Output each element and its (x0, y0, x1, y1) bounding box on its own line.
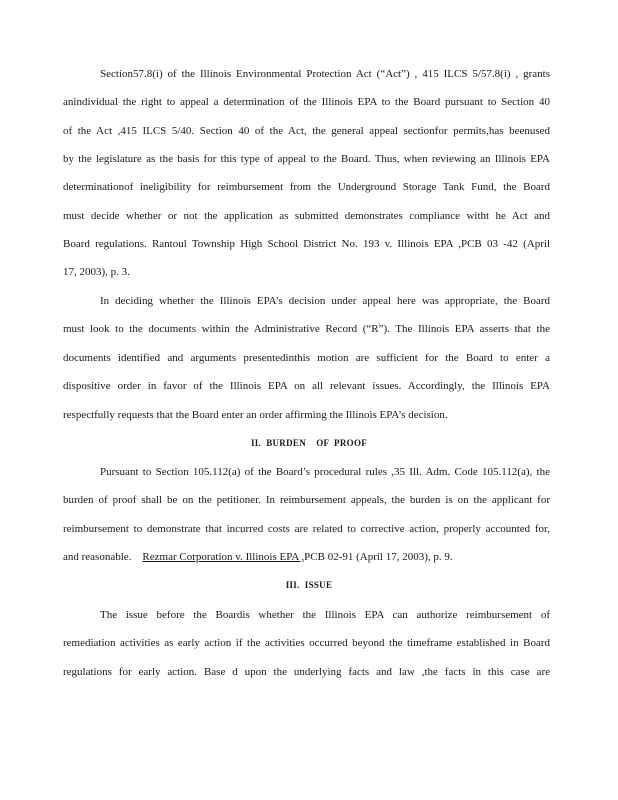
line-suffix: PCB 02-91 (April 17, 2003), p. 9. (304, 551, 453, 563)
paragraph-1-line-3: of the Act ,415 ILCS 5/40. Section 40 of the Act, the general appeal sectionfor permits,has beenused (63, 125, 550, 137)
paragraph-2-line-2: must look to the documents within the Administrative Record (“R”). The Illinois EPA asserts that the (63, 323, 550, 335)
paragraph-1-line-5: determinationof ineligibility for reimbursement from the Underground Storage Tank Fund, the Board (63, 181, 550, 193)
paragraph-2-line-5: respectfully requests that the Board enter an order affirming the Illinois EPA’s decision. (63, 409, 448, 421)
paragraph-2-line-4: dispositive order in favor of the Illinois EPA on all relevant issues. Accordingly, the Illinois EPA (63, 380, 550, 392)
paragraph-1-line-1: Section57.8(i) of the Illinois Environmental Protection Act (“Act”) , 415 ILCS 5/57.8(i) , grants (100, 68, 550, 80)
case-citation: Rezmar Corporation v. Illinois EPA , (142, 551, 305, 563)
paragraph-3-line-1: Pursuant to Section 105.112(a) of the Board’s procedural rules ,35 Ill. Adm. Code 105.112(a), the (100, 466, 550, 478)
paragraph-2-line-3: documents identified and arguments presentedinthis motion are sufficient for the Board to enter a (63, 352, 550, 364)
paragraph-3-line-3: reimbursement to demonstrate that incurred costs are related to corrective action, properly accounted for, (63, 523, 550, 535)
paragraph-4-line-1: The issue before the Boardis whether the Illinois EPA can authorize reimbursement of (100, 609, 550, 621)
paragraph-4-line-2: remediation activities as early action if the activities occurred beyond the timeframe established in Board (63, 637, 550, 649)
paragraph-2-line-1: In deciding whether the Illinois EPA’s decision under appeal here was appropriate, the Board (100, 295, 550, 307)
paragraph-1-line-4: by the legislature as the basis for this type of appeal to the Board. Thus, when reviewing an Illinois EPA (63, 153, 550, 165)
section-heading-issue: III. ISSUE (285, 580, 333, 590)
paragraph-4-line-3: regulations for early action. Base d upon the underlying facts and law ,the facts in this case are (63, 666, 550, 678)
paragraph-1-line-2: anindividual the right to appeal a determination of the Illinois EPA to the Board pursuant to Section 40 (63, 96, 550, 108)
section-heading-burden-of-proof: II. BURDEN OF PROOF (250, 438, 368, 448)
paragraph-1-line-8: 17, 2003), p. 3. (63, 266, 130, 278)
paragraph-1-line-7: Board regulations. Rantoul Township High School District No. 193 v. Illinois EPA ,PCB 03 -42 (April (63, 238, 550, 250)
paragraph-1-line-6: must decide whether or not the application as submitted demonstrates compliance witht he Act and (63, 210, 550, 222)
paragraph-3-line-2: burden of proof shall be on the petitioner. In reimbursement appeals, the burden is on the applicant for (63, 494, 550, 506)
line-prefix: and reasonable. (63, 551, 132, 563)
paragraph-3-line-4 (63, 550, 550, 564)
